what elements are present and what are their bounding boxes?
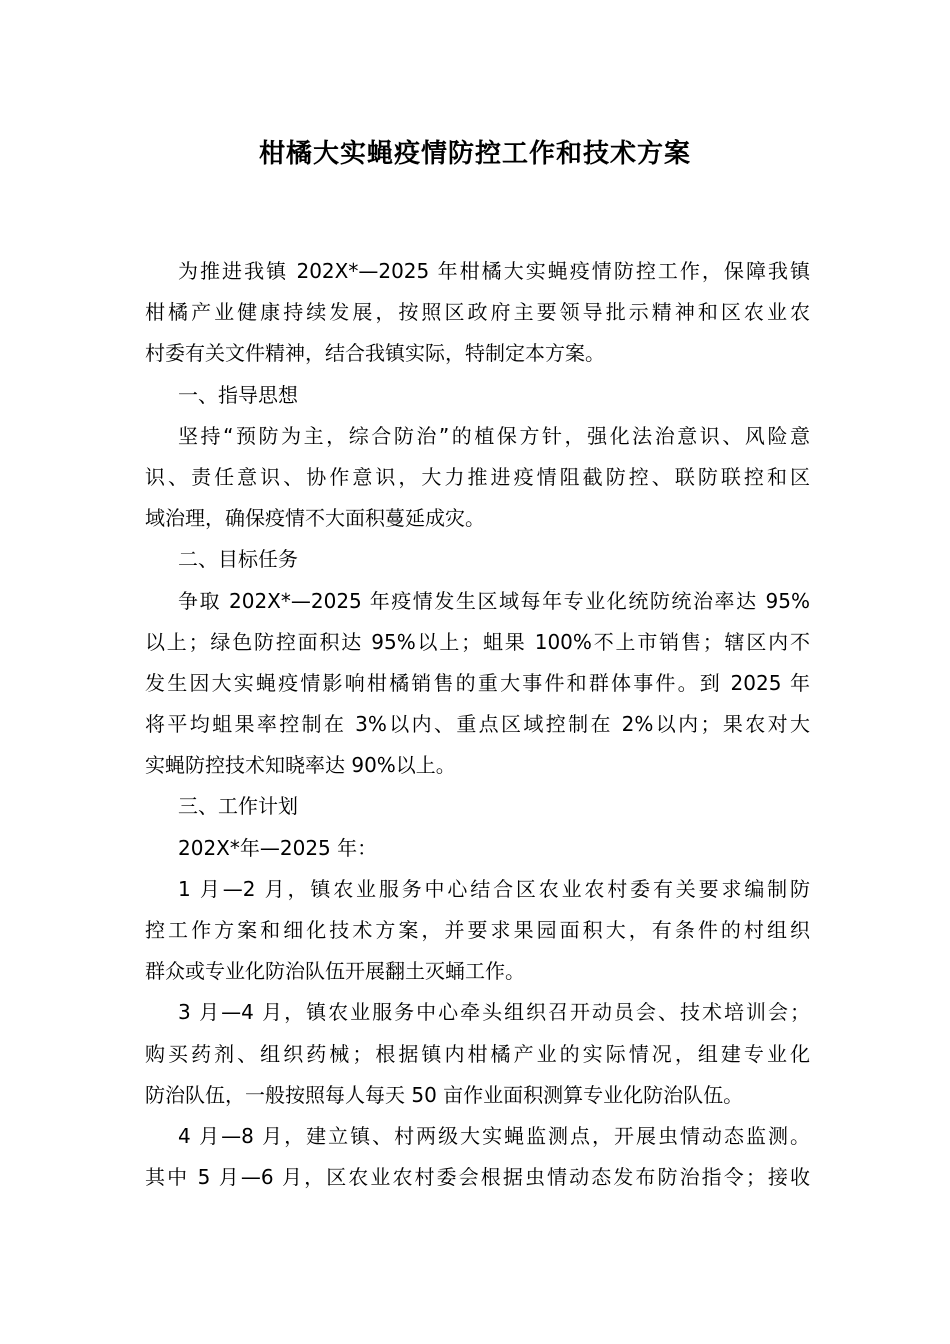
body-line: 村委有关文件精神，结合我镇实际，特制定本方案。 xyxy=(145,341,605,366)
body-line: 争取 202X*—2025 年疫情发生区域每年专业化统防统治率达 95% xyxy=(178,588,810,613)
body-line: 防治队伍，一般按照每人每天 50 亩作业面积测算专业化防治队伍。 xyxy=(145,1082,744,1107)
section-heading: 一、指导思想 xyxy=(178,382,298,407)
body-line: 将平均蛆果率控制在 3%以内、重点区域控制在 2%以内；果农对大 xyxy=(145,712,810,737)
body-line: 群众或专业化防治队伍开展翻土灭蛹工作。 xyxy=(145,959,525,984)
body-line: 其中 5 月—6 月，区农业农村委会根据虫情动态发布防治指令；接收 xyxy=(145,1165,810,1190)
body-line: 202X*年—2025 年： xyxy=(178,835,378,860)
body-line: 以上；绿色防控面积达 95%以上；蛆果 100%不上市销售；辖区内不 xyxy=(145,629,810,654)
body-line: 购买药剂、组织药械；根据镇内柑橘产业的实际情况，组建专业化 xyxy=(145,1041,810,1066)
body-line: 3 月—4 月，镇农业服务中心牵头组织召开动员会、技术培训会； xyxy=(178,1000,810,1025)
body-line: 1 月—2 月，镇农业服务中心结合区农业农村委有关要求编制防 xyxy=(178,876,810,901)
body-line: 4 月—8 月，建立镇、村两级大实蝇监测点，开展虫情动态监测。 xyxy=(178,1123,810,1148)
body-line: 发生因大实蝇疫情影响柑橘销售的重大事件和群体事件。到 2025 年 xyxy=(145,670,810,695)
body-line: 识、责任意识、协作意识，大力推进疫情阻截防控、联防联控和区 xyxy=(145,464,810,489)
body-line: 控工作方案和细化技术方案，并要求果园面积大，有条件的村组织 xyxy=(145,918,810,942)
section-heading: 二、目标任务 xyxy=(178,547,298,572)
section-heading: 三、工作计划 xyxy=(178,794,298,819)
document-body xyxy=(145,251,810,1198)
body-line: 域治理，确保疫情不大面积蔓延成灾。 xyxy=(145,506,485,531)
body-line: 柑橘产业健康持续发展，按照区政府主要领导批示精神和区农业农 xyxy=(145,300,810,325)
body-line: 坚持“预防为主，综合防治”的植保方针，强化法治意识、风险意 xyxy=(178,423,810,448)
document-title: 柑橘大实蝇疫情防控工作和技术方案 xyxy=(258,139,691,169)
body-line: 实蝇防控技术知晓率达 90%以上。 xyxy=(145,753,456,778)
body-line: 为推进我镇 202X*—2025 年柑橘大实蝇疫情防控工作，保障我镇 xyxy=(178,259,810,283)
